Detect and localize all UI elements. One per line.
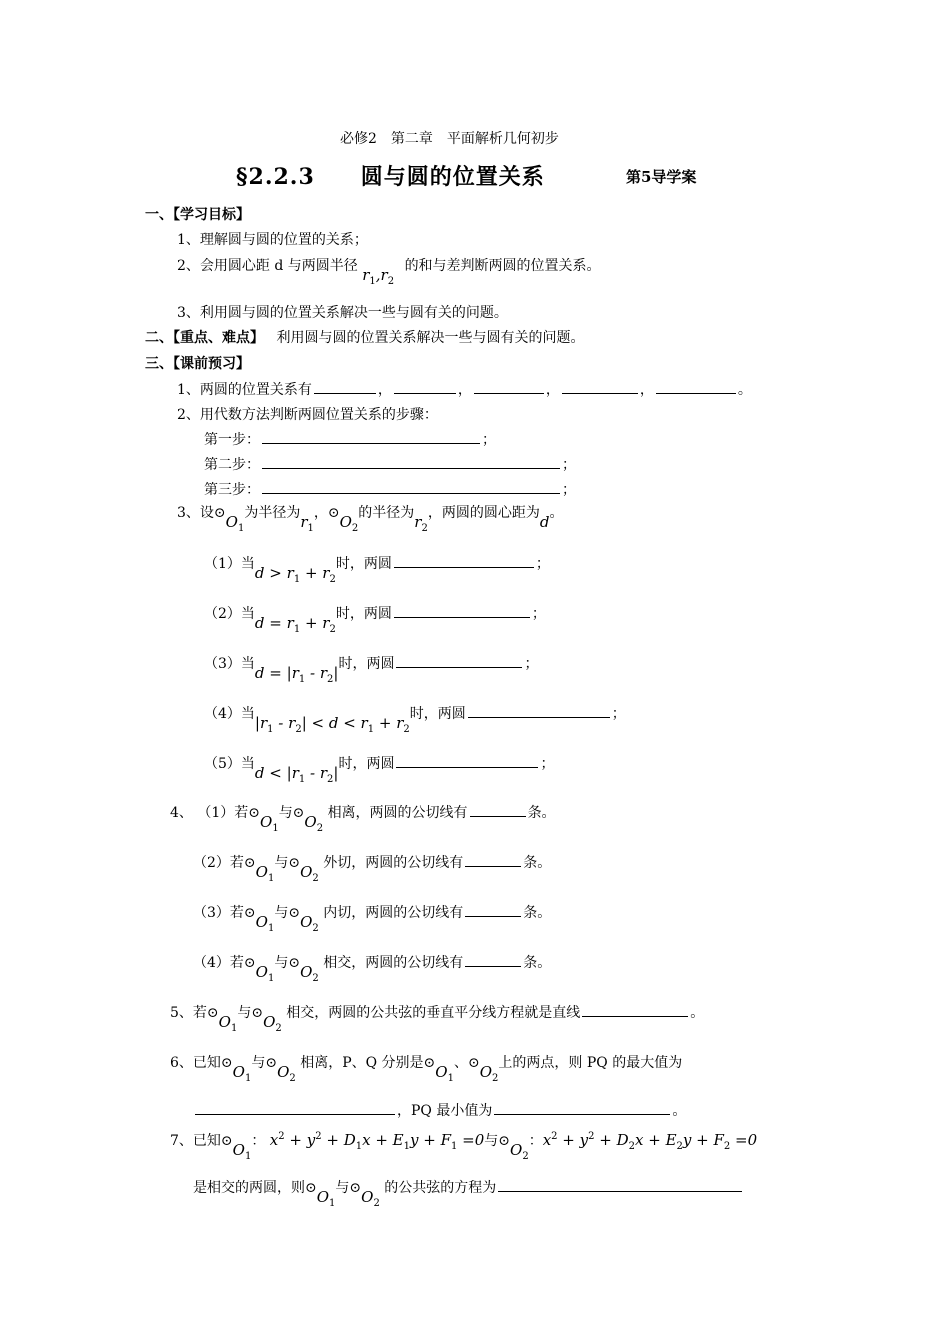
question-3: 3、设$⊙O_1$为半径为$r_1$，$⊙O_2$的半径为$r_2$，两圆的圆心距为d。 <box>177 505 564 534</box>
case-1: （1）当$d > r_1 + r_2$时，两圆 ； <box>204 553 550 575</box>
case-2: （2）当$d = r_1 + r_2$时，两圆 ； <box>204 603 546 625</box>
case-5: （5）当$d < |r_1 - r_2|$时，两圆 ； <box>204 753 554 775</box>
case-4: （4）当$|r_1 - r_2| < d < r_1 + r_2$时，两圆 ； <box>204 703 626 725</box>
section-1-heading: 一、【学习目标】 <box>145 207 250 223</box>
step-1: 第一步： ； <box>204 429 496 449</box>
step-2: 第二步： ； <box>204 454 576 474</box>
lesson-label: 第5导学案 <box>626 168 697 186</box>
page-title: §2.2.3 圆与圆的位置关系 <box>236 164 545 190</box>
question-5: 5、若$⊙O_1$与$⊙O_2$ 相交，两圆的公共弦的垂直平分线方程就是直线 。 <box>170 1002 704 1024</box>
question-7: 7、已知$⊙O_1$： $x^2 + y^2 + D_1x + E_1y + F_1 =0$与$⊙O_2$：$x^2 + y^2 + D_2x + E_2y + F_2 =0$ <box>170 1131 758 1162</box>
question-6-answer: ，PQ 最小值为 。 <box>193 1100 686 1120</box>
question-4-3: （3）若$⊙O_1$与$⊙O_2$ 内切，两圆的公切线有 条。 <box>193 902 551 924</box>
question-7-line-2: 是相交的两圆，则$⊙O_1$与$⊙O_2$ 的公共弦的方程为 <box>193 1177 744 1199</box>
question-4-1: 4、 （1）若$⊙O_1$与$⊙O_2$ 相离，两圆的公切线有 条。 <box>170 802 556 824</box>
step-3: 第三步： ； <box>204 479 576 499</box>
question-1: 1、两圆的位置关系有 ， ， ， ， 。 <box>177 379 752 399</box>
question-4-2: （2）若$⊙O_1$与$⊙O_2$ 外切，两圆的公切线有 条。 <box>193 852 551 874</box>
question-4-4: （4）若$⊙O_1$与$⊙O_2$ 相交，两圆的公切线有 条。 <box>193 952 551 974</box>
goal-1: 1、理解圆与圆的位置的关系； <box>177 232 368 248</box>
section-3-heading: 三、【课前预习】 <box>145 356 250 372</box>
case-3: （3）当$d = |r_1 - r_2|$时，两圆 ； <box>204 653 538 675</box>
section-2: 二、【重点、难点】 利用圆与圆的位置关系解决一些与圆有关的问题。 <box>145 330 585 346</box>
question-2: 2、用代数方法判断两圆位置关系的步骤： <box>177 407 438 423</box>
question-6: 6、已知$⊙O_1$与$⊙O_2$ 相离，P、Q 分别是$⊙O_1$、$⊙O_2$上的两点，则 PQ 的最大值为 <box>170 1055 683 1084</box>
goal-3: 3、利用圆与圆的位置关系解决一些与圆有关的问题。 <box>177 305 508 321</box>
subtitle: 必修2 第二章 平面解析几何初步 <box>340 131 559 147</box>
goal-2: 2、会用圆心距 d 与两圆半径 $r_1,r_2$ 的和与差判断两圆的位置关系。 <box>177 258 601 287</box>
